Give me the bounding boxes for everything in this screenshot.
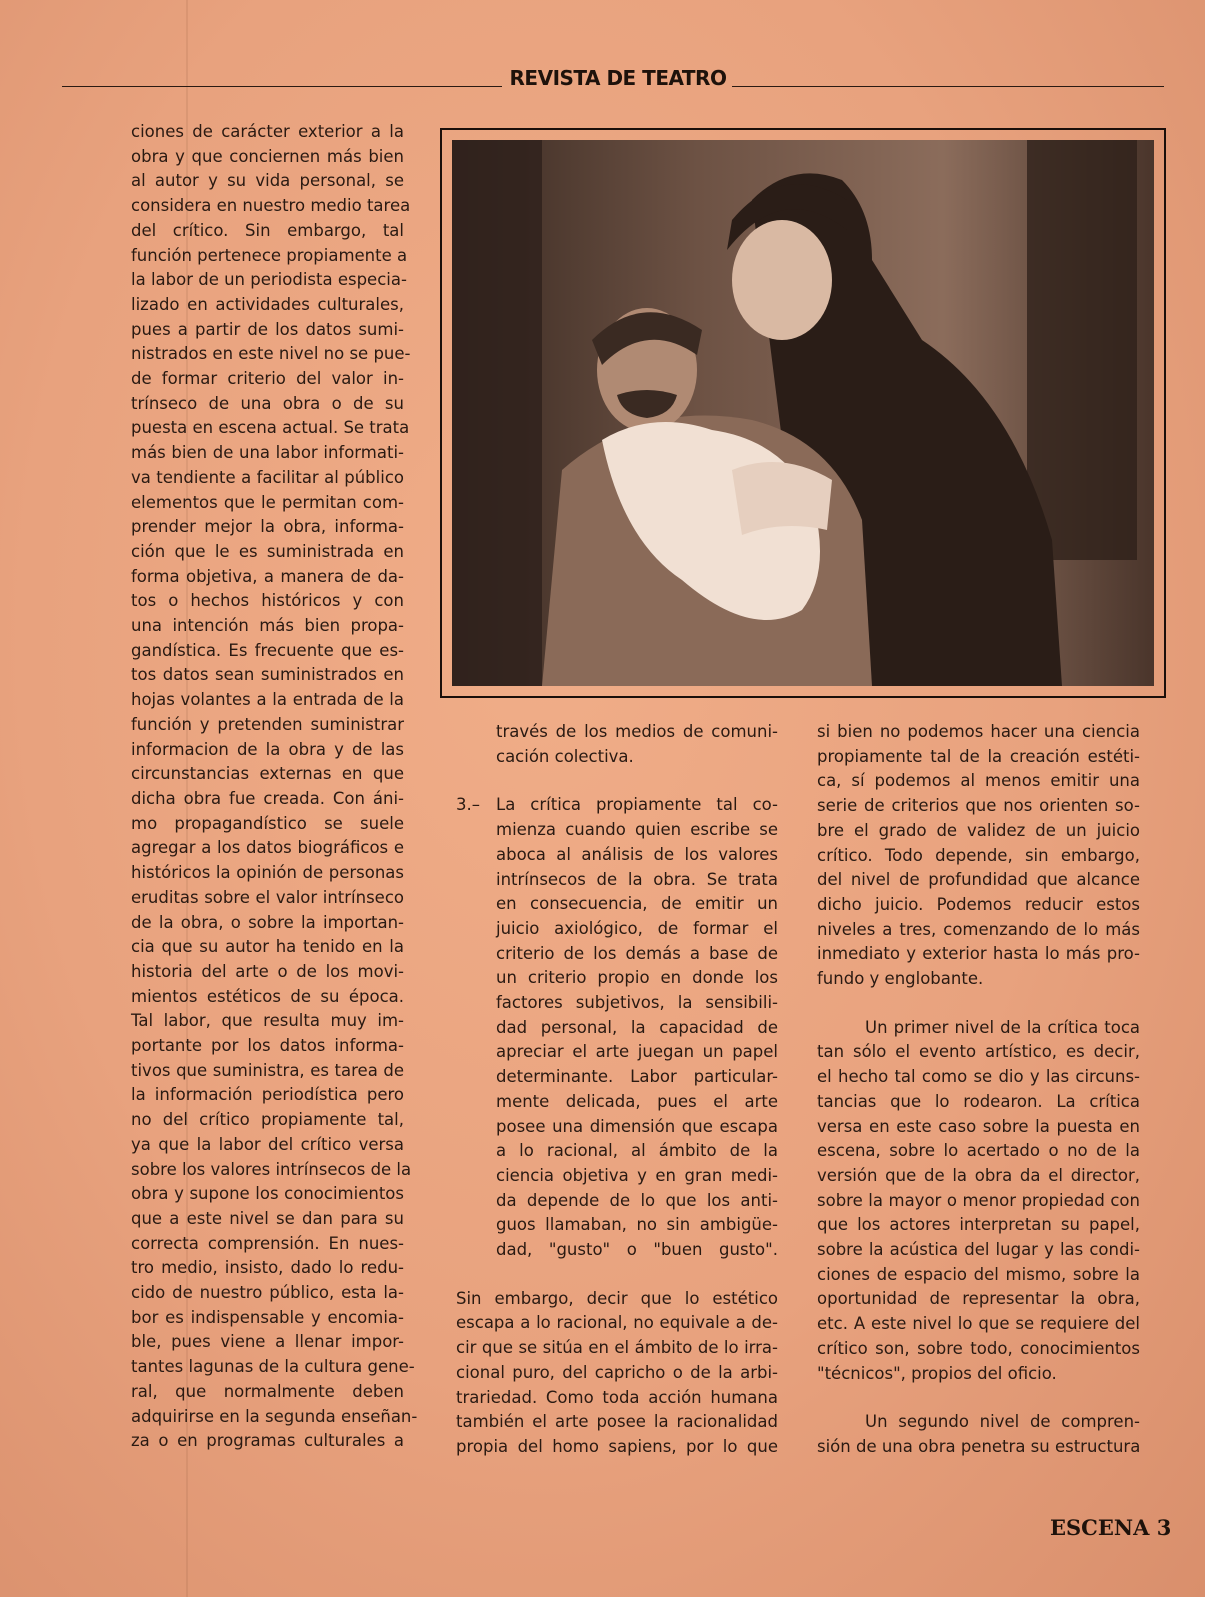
text-column-1 <box>131 120 418 1454</box>
text-line: correcta comprensión. En nues- <box>131 1233 404 1253</box>
text-line: gandística. Es frecuente que es- <box>131 640 404 660</box>
page-footer-label: ESCENA 3 <box>1050 1515 1172 1540</box>
text-line: bre el grado de validez de un juicio <box>817 820 1140 840</box>
text-line: da depende de lo que los anti- <box>496 1190 778 1210</box>
text-line: un criterio propio en donde los <box>496 968 778 988</box>
text-line: cación colectiva. <box>496 746 634 766</box>
paragraph <box>817 1410 1140 1459</box>
text-line: mo propagandístico se suele <box>131 813 404 833</box>
photo-frame <box>440 128 1166 698</box>
text-line: escapa a lo racional, no equivale a de- <box>456 1313 778 1333</box>
text-line: al autor y su vida personal, se <box>131 171 404 191</box>
text-line: crítico son, sobre todo, conocimientos <box>817 1338 1140 1358</box>
text-line: el hecho tal como se dio y las circuns- <box>817 1067 1140 1087</box>
paragraph-gap <box>456 769 778 793</box>
text-line: de la obra, o sobre la importan- <box>131 912 404 932</box>
text-line: Tal labor, que resulta muy im- <box>131 1011 404 1031</box>
text-line: cido de nuestro público, esta la- <box>131 1283 404 1303</box>
text-line: La crítica propiamente tal co- <box>496 795 778 815</box>
text-line: ya que la labor del crítico versa <box>131 1134 404 1154</box>
paragraph <box>817 1016 1140 1387</box>
text-line: obra y supone los conocimientos <box>131 1184 404 1204</box>
text-line: za o en programas culturales a <box>131 1431 404 1451</box>
text-line: ble, pues viene a llenar impor- <box>131 1332 404 1352</box>
text-line: sobre la acústica del lugar y las condi- <box>817 1240 1140 1260</box>
text-line: guos llamaban, no sin ambigüe- <box>496 1215 778 1235</box>
item-number: 3.– <box>456 795 480 815</box>
text-line: obra y que conciernen más bien <box>131 146 404 166</box>
text-line: pues a partir de los datos sumi- <box>131 319 404 339</box>
text-column-2 <box>456 720 778 1460</box>
text-line: sobre los valores intrínsecos de la <box>131 1159 412 1179</box>
text-line: través de los medios de comuni- <box>496 722 778 741</box>
text-line: dad, "gusto" o "buen gusto". <box>496 1240 778 1260</box>
text-line: la información periodística pero <box>131 1085 404 1105</box>
text-line: informacion de la obra y de las <box>131 739 404 759</box>
text-line: considera en nuestro medio tarea <box>131 196 411 216</box>
text-line: hojas volantes a la entrada de la <box>131 690 404 710</box>
text-line: intrínsecos de la obra. Se trata <box>496 869 778 889</box>
text-line: propiamente tal de la creación estéti- <box>817 746 1140 766</box>
text-line: dad personal, la capacidad de <box>496 1017 778 1037</box>
text-line: bor es indispensable y encomia- <box>131 1307 404 1327</box>
text-line: "técnicos", propios del oficio. <box>817 1363 1057 1383</box>
text-line: cia que su autor ha tenido en la <box>131 937 404 957</box>
paragraph-gap <box>456 1263 778 1287</box>
text-line: dicho juicio. Podemos reducir estos <box>817 894 1140 914</box>
text-line: agregar a los datos biográficos e <box>131 838 404 858</box>
text-line: fundo y englobante. <box>817 969 984 989</box>
paragraph-gap <box>817 1386 1140 1410</box>
text-line: tan sólo el evento artístico, es decir, <box>817 1042 1140 1062</box>
text-line: circunstancias externas en que <box>131 764 404 784</box>
text-line: en consecuencia, de emitir un <box>496 894 778 914</box>
text-line: criterio de los demás a base de <box>496 943 778 963</box>
text-line: de formar criterio del valor in- <box>131 369 404 389</box>
text-line: tancias que lo rodearon. La crítica <box>817 1091 1140 1111</box>
text-line: dicha obra fue creada. Con áni- <box>131 788 404 808</box>
text-line: del crítico. Sin embargo, tal <box>131 220 404 240</box>
text-line: trínseco de una obra o de su <box>131 393 404 413</box>
text-line: oportunidad de representar la obra, <box>817 1289 1140 1309</box>
text-line: Un primer nivel de la crítica toca <box>865 1017 1140 1037</box>
text-line: determinante. Labor particular- <box>496 1067 778 1087</box>
text-line: historia del arte o de los movi- <box>131 961 404 981</box>
text-line: lizado en actividades culturales, <box>131 294 404 314</box>
text-line: versa en este caso sobre la puesta en <box>817 1116 1140 1136</box>
text-line: ciones de espacio del mismo, sobre la <box>817 1264 1140 1284</box>
header-title: REVISTA DE TEATRO <box>509 66 727 90</box>
text-line: tivos que suministra, es tarea de <box>131 1060 404 1080</box>
text-line: tantes lagunas de la cultura gene- <box>131 1357 415 1377</box>
text-line: serie de criterios que nos orienten so- <box>817 796 1140 816</box>
text-line: ciencia objetiva y en gran medi- <box>496 1165 778 1185</box>
text-line: del nivel de profundidad que alcance <box>817 870 1140 890</box>
text-line: que a este nivel se dan para su <box>131 1208 404 1228</box>
text-line: va tendiente a facilitar al público <box>131 467 404 487</box>
text-line: ral, que normalmente deben <box>131 1381 404 1401</box>
text-line: ción que le es suministrada en <box>131 541 404 561</box>
text-line: eruditas sobre el valor intrínseco <box>131 887 404 907</box>
text-line: función y pretenden suministrar <box>131 714 404 734</box>
paragraph <box>817 720 1140 992</box>
text-line: adquirirse en la segunda enseñan- <box>131 1406 418 1426</box>
stage-photo-illustration <box>452 140 1154 686</box>
text-line: posee una dimensión que escapa <box>496 1116 778 1136</box>
text-line: trariedad. Como toda acción humana <box>456 1387 778 1407</box>
text-line: crítico. Todo depende, sin embargo, <box>817 845 1140 865</box>
text-line: elementos que le permitan com- <box>131 492 404 512</box>
text-line: juicio axiológico, de formar el <box>496 918 778 938</box>
paragraph <box>496 720 778 769</box>
text-line: no del crítico propiamente tal, <box>131 1110 404 1130</box>
text-line: la labor de un periodista especia- <box>131 270 407 290</box>
text-line: cir que se sitúa en el ámbito de lo irra- <box>456 1338 778 1358</box>
text-line: propia del homo sapiens, por lo que <box>456 1436 778 1456</box>
text-line: mienza cuando quien escribe se <box>496 820 778 840</box>
text-line: cional puro, del capricho o de la arbi- <box>456 1362 778 1382</box>
text-line: aboca al análisis de los valores <box>496 844 778 864</box>
text-line: etc. A este nivel lo que se requiere del <box>817 1314 1140 1334</box>
numbered-item <box>456 793 778 1262</box>
text-column-3 <box>817 720 1140 1460</box>
text-line: inmediato y exterior hasta lo más pro- <box>817 944 1140 964</box>
text-line: sión de una obra penetra su estructura <box>817 1436 1141 1456</box>
text-line: sobre la mayor o menor propiedad con <box>817 1190 1140 1210</box>
paragraph <box>456 1287 778 1460</box>
stage-photo <box>452 140 1154 686</box>
text-line: una intención más bien propa- <box>131 616 404 636</box>
text-line: escena, sobre lo acertado o no de la <box>817 1141 1140 1161</box>
header-rule-right <box>732 86 1164 87</box>
item-text <box>496 793 778 1262</box>
text-line: también el arte posee la racionalidad <box>456 1412 778 1432</box>
text-line: tos o hechos históricos y con <box>131 591 404 611</box>
text-line: versión que de la obra da el director, <box>817 1165 1140 1185</box>
text-line: Un segundo nivel de compren- <box>865 1412 1140 1432</box>
text-line: función pertenece propiamente a <box>131 245 408 265</box>
text-line: niveles a tres, comenzando de lo más <box>817 919 1140 939</box>
text-line: factores subjetivos, la sensibili- <box>496 993 778 1013</box>
text-line: tos datos sean suministrados en <box>131 665 404 685</box>
text-line: prender mejor la obra, informa- <box>131 517 404 537</box>
text-line: Sin embargo, decir que lo estético <box>456 1288 778 1308</box>
text-line: apreciar el arte juegan un papel <box>496 1042 778 1062</box>
text-line: históricos la opinión de personas <box>131 863 404 883</box>
text-line: si bien no podemos hacer una ciencia <box>817 722 1140 741</box>
text-line: portante por los datos informa- <box>131 1036 404 1056</box>
text-line: ca, sí podemos al menos emitir una <box>817 771 1140 791</box>
text-line: puesta en escena actual. Se trata <box>131 418 410 438</box>
paragraph-gap <box>817 992 1140 1016</box>
text-line: forma objetiva, a manera de da- <box>131 566 404 586</box>
text-line: ciones de carácter exterior a la <box>131 122 404 141</box>
text-line: tro medio, insisto, dado lo redu- <box>131 1258 404 1278</box>
text-line: que los actores interpretan su papel, <box>817 1215 1140 1235</box>
header-rule-left <box>62 86 502 87</box>
text-line: nistrados en este nivel no se pue- <box>131 344 411 364</box>
text-line: mente delicada, pues el arte <box>496 1091 778 1111</box>
paragraph <box>131 120 418 1454</box>
text-line: a lo racional, al ámbito de la <box>496 1141 778 1161</box>
text-line: mientos estéticos de su época. <box>131 986 404 1006</box>
text-line: más bien de una labor informati- <box>131 443 404 463</box>
